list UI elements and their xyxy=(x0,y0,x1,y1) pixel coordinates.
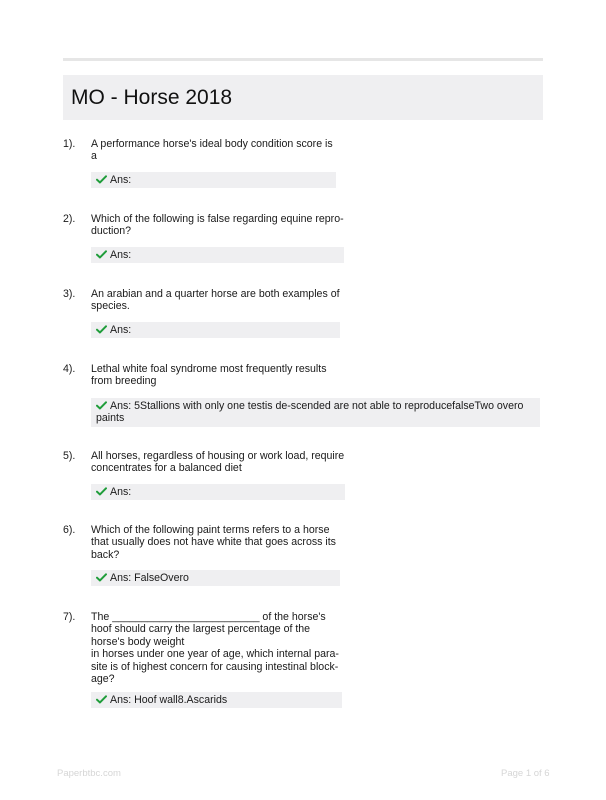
checkmark-icon xyxy=(96,325,107,334)
answer-text: Ans: xyxy=(110,486,132,498)
question-line: a xyxy=(91,150,97,163)
question-line: An arabian and a quarter horse are both examples of xyxy=(91,288,340,300)
answer-text: Ans: 5Stallions with only one testis de-scended are not able to reproducefalseTwo overo xyxy=(110,400,524,412)
question-line: age? xyxy=(91,673,115,686)
question-line: The _________________________ of the horse's xyxy=(91,611,326,623)
answer-box-1 xyxy=(91,172,336,188)
question-line: back? xyxy=(91,548,120,561)
answer-box-3 xyxy=(91,322,340,338)
question-text xyxy=(91,363,351,388)
answer-text: Ans: Hoof wall8.Ascarids xyxy=(110,694,228,706)
answer-text: Ans: FalseOvero xyxy=(110,572,189,584)
page-title: MO - Horse 2018 xyxy=(71,85,233,109)
answer-box-7 xyxy=(91,692,342,708)
question-line: in horses under one year of age, which internal para- xyxy=(91,648,339,661)
title-bar xyxy=(63,75,543,120)
answer-text: Ans: xyxy=(110,174,132,186)
checkmark-icon xyxy=(96,487,107,496)
checkmark-icon xyxy=(96,175,107,184)
top-divider xyxy=(63,58,543,61)
answer-line xyxy=(96,400,534,412)
question-line: duction? xyxy=(91,225,132,238)
answer-box-6 xyxy=(91,570,340,586)
question-number: 2). xyxy=(63,213,76,225)
checkmark-icon xyxy=(96,250,107,259)
question-text xyxy=(91,450,351,475)
checkmark-icon xyxy=(96,401,107,410)
question-text xyxy=(91,524,351,561)
question-number: 4). xyxy=(63,363,76,375)
question-line: concentrates for a balanced diet xyxy=(91,462,242,475)
question-line: hoof should carry the largest percentage of the xyxy=(91,623,311,636)
question-text xyxy=(91,213,351,238)
question-line: from breeding xyxy=(91,375,157,388)
question-line: horse's body weight xyxy=(91,635,185,648)
question-number: 3). xyxy=(63,288,76,300)
question-line: Which of the following paint terms refers to a horse xyxy=(91,524,330,536)
answer-box-2 xyxy=(91,247,344,263)
question-line: that usually does not have white that goes across its xyxy=(91,536,336,549)
question-number: 5). xyxy=(63,450,76,462)
question-text xyxy=(91,611,351,685)
question-line: All horses, regardless of housing or work load, require xyxy=(91,450,345,462)
question-line: A performance horse's ideal body condition score is xyxy=(91,138,333,150)
question-text xyxy=(91,288,351,313)
question-text xyxy=(91,138,351,163)
answer-box-4 xyxy=(91,398,540,427)
question-number: 1). xyxy=(63,138,76,150)
answer-line: paints xyxy=(96,412,125,425)
question-line: species. xyxy=(91,300,130,313)
question-line: Lethal white foal syndrome most frequently results xyxy=(91,363,327,375)
answer-text: Ans: xyxy=(110,324,132,336)
question-number: 7). xyxy=(63,611,76,623)
question-line: Which of the following is false regarding equine repro- xyxy=(91,213,344,225)
checkmark-icon xyxy=(96,573,107,582)
footer-page-number: Page 1 of 6 xyxy=(501,768,550,779)
answer-text: Ans: xyxy=(110,249,132,261)
answer-box-5 xyxy=(91,484,345,500)
question-line: site is of highest concern for causing intestinal block- xyxy=(91,660,339,673)
question-number: 6). xyxy=(63,524,76,536)
footer-site-watermark: Paperbtbc.com xyxy=(57,768,121,779)
checkmark-icon xyxy=(96,695,107,704)
